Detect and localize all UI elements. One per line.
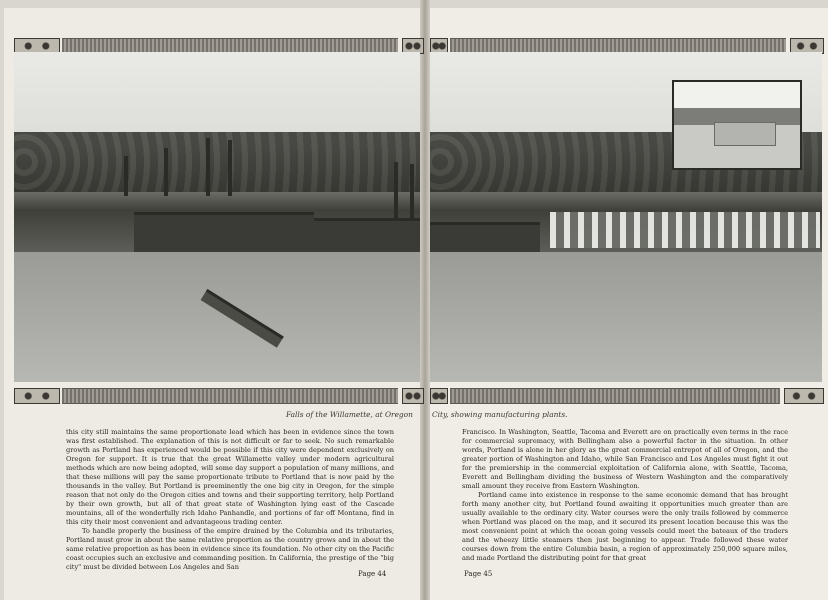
- right-paragraph-2: Portland came into existence in response to the same economic demand that has brought forth many another city, but Portland found awaiting it opportunities much greater than are usually available to the ordinary city. Water courses were the only trails followed by commerce when Portland was placed on the map, and it secured its present location because this was the most convenient point at which the ocean going vessels could meet the bateaux of the traders and the wheezy little steamers then just beginning to appear. Trade followed these water courses down from the entire Columbia basin, a region of approximately 250,000 square miles, and made Portland the distributing point for that great: [462, 491, 788, 562]
- photo-mill-building: [430, 222, 540, 255]
- photo-smokestack: [228, 140, 232, 196]
- page-number-right: Page 45: [464, 570, 493, 578]
- photo-treeline: [14, 132, 420, 192]
- photo-smokestack: [164, 148, 168, 196]
- photo-smokestack: [410, 164, 414, 222]
- decorative-band-bottom-right: [450, 388, 780, 404]
- ornament-bottom-center-left: [402, 388, 424, 404]
- left-page-body-text: [66, 428, 394, 572]
- inset-factory-building: [714, 122, 776, 146]
- page-number-left: Page 44: [358, 570, 387, 578]
- photo-smokestack: [124, 156, 128, 196]
- left-paragraph-1: this city still maintains the same proportionate lead which has been in evidence since the town was first established. The explanation of this is not difficult or far to seek. No such remarkable growth as Portland has experienced would be possible if this city were dependent exclusively on Oregon for support. It is true that the great Willamette valley under modern agricultural methods which are now being adopted, will some day support a population of many millions, and that these millions will pay the same proportionate tribute to Portland that is now paid by the thousands in the valley. But Portland is preeminently the one big city in Oregon, for the simple reason that not only do the Oregon cities and towns and their supporting territory, help Portland by their own growth, but all of that great state of Washington lying east of the Cascade mountains, all of the wonderfully rich Idaho Panhandle, and portions of far off Montana, find in this city their most convenient and advantageous trading center.: [66, 428, 394, 526]
- ornament-bottom-left: [14, 388, 60, 404]
- photo-caption-right: City, showing manufacturing plants.: [432, 410, 568, 419]
- photo-river: [430, 252, 822, 382]
- book-gutter: [420, 0, 430, 600]
- photo-waterfall: [550, 212, 820, 248]
- right-page-body-text: [462, 428, 788, 563]
- decorative-band-bottom-left: [62, 388, 398, 404]
- photo-river: [14, 252, 420, 382]
- left-paragraph-2: To handle properly the business of the empire drained by the Columbia and its tributaries, Portland must grow in about the same relative proportion as the country grows and in about the same relative proportion as has been in evidence since its foundation. No other city on the Pacific coast occupies such an exclusive and commanding position. In California, the prestige of the "big city" must be divided between Los Angeles and San: [66, 527, 394, 571]
- photo-smokestack: [394, 162, 398, 222]
- photo-falls-left-half: [14, 52, 420, 382]
- right-paragraph-1: Francisco. In Washington, Seattle, Tacoma and Everett are on practically even terms in the race for commercial supremacy, with Bellingham also a powerful factor in the situation. In other words, Portland is alone in her glory as the great commercial entrepot of all of Oregon, and the greater portion of Washington and Idaho, while San Francisco and Los Angeles must fight it out for the premiership in the commercial exploitation of California alone, with Seattle, Tacoma, Everett and Bellingham dividing the business of Western Washington and the comparatively small amount they receive from Eastern Washington.: [462, 428, 788, 490]
- photo-falls-right-half: [430, 52, 822, 382]
- photo-smokestack: [206, 138, 210, 196]
- photo-caption-left: Falls of the Willamette, at Oregon: [286, 410, 413, 419]
- ornament-bottom-right: [784, 388, 824, 404]
- inset-photo-manufacturing-plants: [672, 80, 802, 170]
- ornament-bottom-center-right: [430, 388, 448, 404]
